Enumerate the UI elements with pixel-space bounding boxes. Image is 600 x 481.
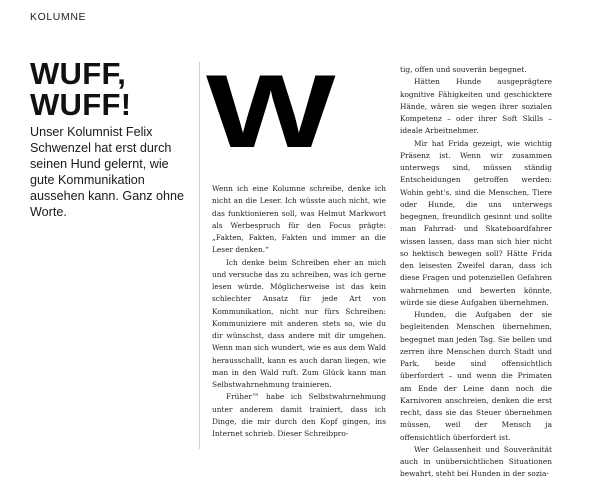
paragraph: Früher™ habe ich Selbstwahrnehmung unter anderem damit trainiert, dass ich Dinge, die mir durch den Kopf gingen, ins Internet schrieb. Dieser Schreibpro-	[212, 392, 386, 438]
section-label: KOLUMNE	[30, 11, 87, 23]
paragraph: tig, offen und souverän begegnet.	[400, 65, 527, 74]
article-column-2	[400, 64, 552, 481]
paragraph: Wer Gelassenheit und Souveränität auch in unübersichtlichen Situationen bewahrt, steht bei Hunden in der sozia-	[400, 444, 552, 479]
headline-line-2: WUFF!	[30, 87, 132, 122]
paragraph: Hunden, die Aufgaben der sie begleitenden Menschen übernehmen, begegnet man jeden Tag. Sie bellen und zerren ihre Menschen durch Stadt und Park, beide sind offensichtlich überfordert – und wenn die Primaten am Ende der Leine dann noch die Karnivoren anschreien, denken die erst recht, dass sie das Steuer übernehmen müssen, weil der Mensch ja offensichtlich überfordert ist.	[400, 310, 552, 442]
article-column-1	[212, 183, 386, 440]
paragraph: Mir hat Frida gezeigt, wie wichtig Präsenz ist. Wenn wir zusammen unterwegs sind, müssen ständig Entscheidungen getroffen werden: Wohin geht's, sind die Menschen, Tiere oder Hunde, die uns unterwegs begegnen, freundlich gesinnt und sollte man Fahrrad- und Skateboardfahrer wissen lassen, dass man sich hier nicht so hektisch bewegen soll? Hätte Frida den leisesten Zweifel daran, dass ich diese Fragen und potenziellen Gefahren wahrnehmen und bewerten könnte, würde sie diese Aufgaben übernehmen.	[400, 138, 552, 307]
column-divider	[199, 62, 200, 449]
headline-line-1: WUFF,	[30, 56, 127, 91]
paragraph: Wenn ich eine Kolumne schreibe, denke ich nicht an die Leser. Ich wüsste auch nicht, wie das funktionieren soll, was Helmut Markwort als Werbespruch für den Focus prägte: „Fakten, Fakten, Fakten und immer an die Leser denken.“	[212, 184, 386, 255]
intro-teaser: Unser Kolumnist Felix Schwenzel hat erst durch seinen Hund gelernt, wie gute Kommunikation aussehen kann. Ganz ohne Worte.	[30, 125, 185, 219]
paragraph: Hätten Hunde ausgeprägtere kognitive Fähigkeiten und geschicktere Hände, wären sie wegen ihrer sozialen Kompetenz – oder ihrer Soft Skills – ideale Arbeitnehmer.	[400, 77, 552, 136]
drop-cap: W	[206, 54, 336, 170]
headline	[30, 58, 131, 120]
paragraph: Ich denke beim Schreiben eher an mich und versuche das zu schreiben, was ich gerne lesen würde. Möglicherweise ist das kein schlechter Ansatz für jede Art von Kommunikation, nicht nur fürs Schreiben: Kommuniziere mit anderen stets so, wie du dir wünschst, dass andere mit dir umgehen. Wenn man sich wundert, wie es aus dem Wald herausschallt, kann es auch daran liegen, wie man in den Wald ruft. Zum Glück kann man Selbstwahrnehmung trainieren.	[212, 257, 386, 389]
